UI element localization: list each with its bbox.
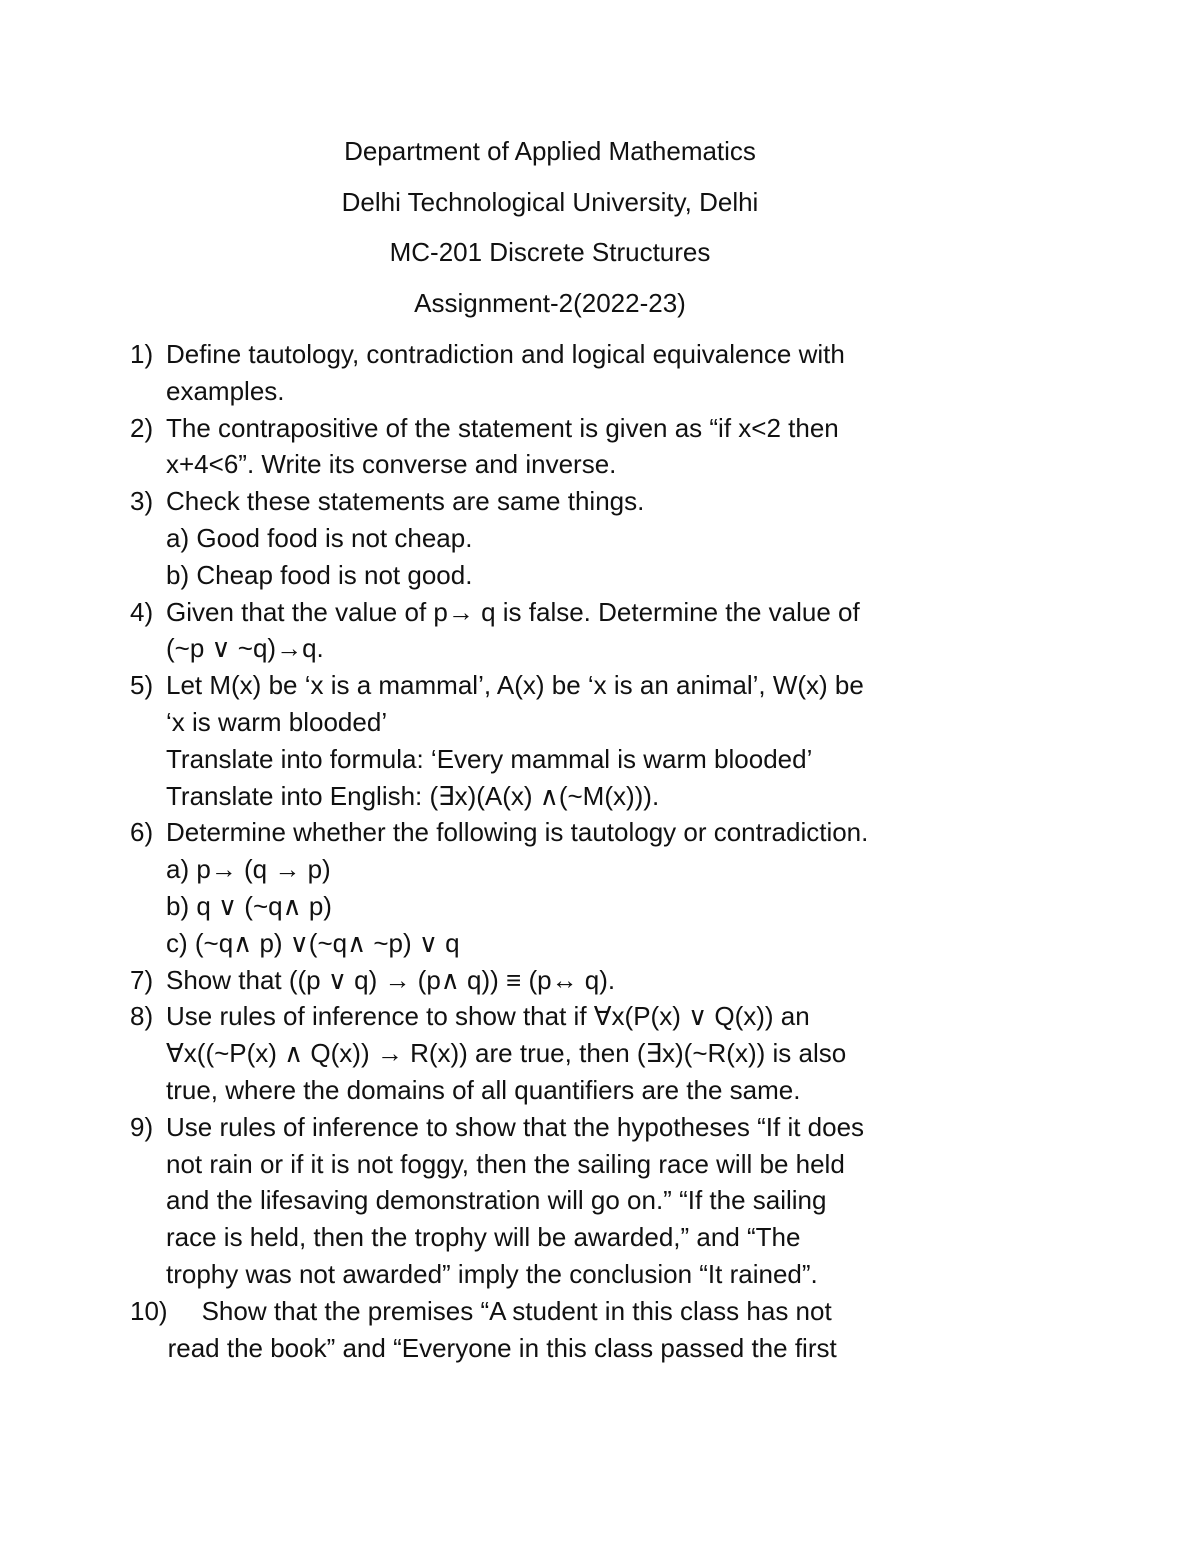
question-line: ‘x is warm blooded’ — [166, 706, 388, 737]
question-line: (~p ∨ ~q)→q. — [166, 633, 324, 664]
question-text — [166, 998, 980, 1108]
question-line: Show that ((p ∨ q) → (p∧ q)) ≡ (p↔ q). — [166, 964, 616, 995]
question-number: 5) — [130, 670, 154, 701]
question-text — [166, 962, 980, 999]
question-text — [166, 483, 980, 593]
question-line: Check these statements are same things. — [166, 486, 645, 517]
document-header — [0, 126, 1100, 328]
question-number: 9) — [130, 1111, 154, 1142]
question-line: b) Cheap food is not good. — [166, 559, 473, 590]
question-line: read the book” and “Everyone in this class passed the first — [167, 1332, 837, 1363]
question-line: ∀x((~P(x) ∧ Q(x)) → R(x)) are true, then (∃x)(~R(x)) is also — [166, 1038, 847, 1069]
question-7 — [130, 962, 980, 999]
university-name: Delhi Technological University, Delhi — [341, 186, 759, 217]
question-text — [166, 594, 980, 668]
question-5 — [130, 667, 980, 814]
question-number: 2) — [130, 412, 154, 443]
question-line: Given that the value of p→ q is false. Determine the value of — [166, 596, 860, 627]
question-line: Let M(x) be ‘x is a mammal’, A(x) be ‘x is an animal’, W(x) be — [166, 670, 864, 701]
question-number: 1) — [130, 339, 154, 369]
question-line: Define tautology, contradiction and logical equivalence with — [166, 339, 845, 369]
assignment-title: Assignment-2(2022-23) — [414, 287, 686, 318]
question-text — [166, 336, 980, 410]
question-8 — [130, 998, 980, 1108]
question-line: a) p→ (q → p) — [166, 854, 331, 885]
question-2 — [130, 410, 980, 484]
question-9 — [130, 1109, 980, 1293]
question-line: not rain or if it is not foggy, then the sailing race will be held — [166, 1148, 845, 1179]
question-text — [168, 1293, 980, 1367]
question-6 — [130, 814, 980, 961]
question-line: Show that the premises “A student in this class has not — [201, 1295, 832, 1326]
question-number: 3) — [130, 486, 154, 517]
question-line: race is held, then the trophy will be awarded,” and “The — [166, 1222, 801, 1253]
question-number: 6) — [130, 817, 154, 848]
question-number: 10) — [130, 1295, 168, 1326]
question-line: and the lifesaving demonstration will go on.” “If the sailing — [166, 1185, 827, 1216]
department-name: Department of Applied Mathematics — [344, 136, 756, 166]
question-text — [166, 410, 980, 484]
question-line: Use rules of inference to show that if ∀x(P(x) ∨ Q(x)) an — [166, 1001, 810, 1032]
question-line: trophy was not awarded” imply the conclusion “It rained”. — [166, 1258, 818, 1289]
question-line: The contrapositive of the statement is given as “if x<2 then — [166, 412, 839, 443]
question-line: b) q ∨ (~q∧ p) — [166, 890, 332, 921]
question-line: examples. — [166, 375, 285, 406]
question-number: 7) — [130, 964, 154, 995]
question-1 — [130, 336, 980, 410]
question-line: a) Good food is not cheap. — [166, 522, 473, 553]
question-4 — [130, 594, 980, 668]
question-line: Translate into formula: ‘Every mammal is warm blooded’ — [166, 743, 813, 774]
question-line: true, where the domains of all quantifiers are the same. — [166, 1074, 801, 1105]
question-number: 8) — [130, 1001, 154, 1032]
question-text — [166, 1109, 980, 1293]
question-line: Use rules of inference to show that the hypotheses “If it does — [166, 1111, 865, 1142]
course-title: MC-201 Discrete Structures — [389, 237, 711, 267]
question-text — [166, 667, 980, 814]
question-line: c) (~q∧ p) ∨(~q∧ ~p) ∨ q — [166, 927, 460, 958]
question-number: 4) — [130, 596, 154, 627]
question-line: x+4<6”. Write its converse and inverse. — [166, 449, 617, 480]
question-list — [130, 336, 980, 1366]
question-3 — [130, 483, 980, 593]
question-10 — [130, 1293, 980, 1367]
question-line: Determine whether the following is tautology or contradiction. — [166, 817, 869, 848]
question-line: Translate into English: (∃x)(A(x) ∧(~M(x))). — [166, 780, 660, 811]
question-text — [166, 814, 980, 961]
